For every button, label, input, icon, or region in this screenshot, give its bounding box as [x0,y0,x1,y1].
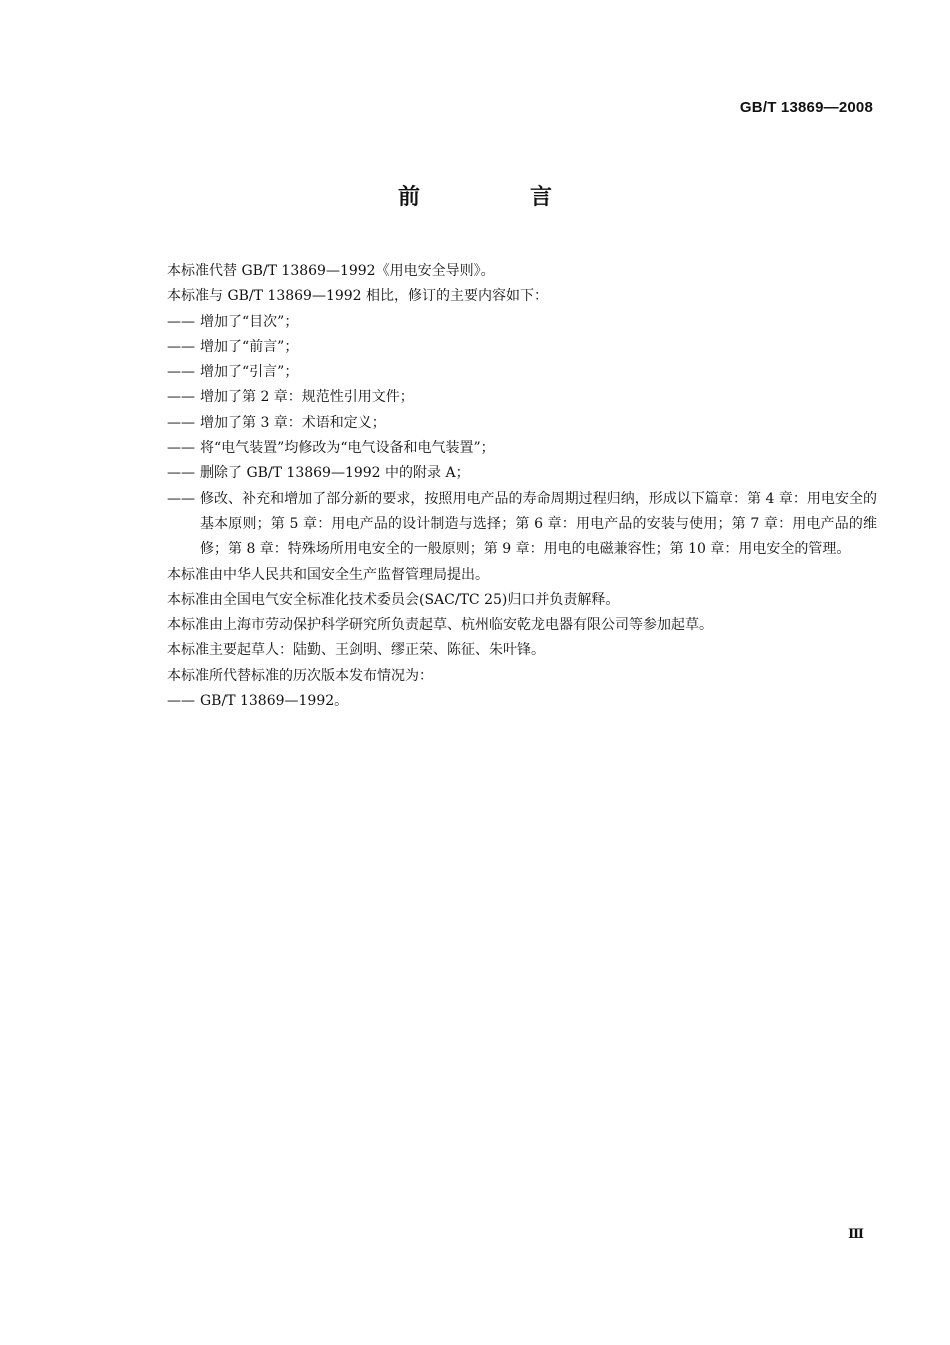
list-item-text: 增加了第 2 章：规范性引用文件； [200,389,414,406]
list-item [167,689,877,714]
list-item-text: 增加了第 3 章：术语和定义； [200,414,386,431]
page-number: Ⅲ [848,1227,864,1242]
list-item [167,360,877,385]
dash-marker: —— [167,338,195,355]
paragraph-changes-intro: 本标准与 GB/T 13869—1992 相比，修订的主要内容如下： [167,288,549,305]
paragraph-history-intro: 本标准所代替标准的历次版本发布情况为： [167,667,433,684]
list-item-text: 修改、补充和增加了部分新的要求，按照用电产品的寿命周期过程归纳，形成以下篇章：第 4 章：用电安全的基本原则；第 5 章：用电产品的设计制造与选择；第 6 章：用电产品的安装与使用；第 7 章：用电产品的维修；第 8 章：特殊场所用电安全的一般原则；第 9 章：用电的电磁兼容性；第 10 章：用电安全的管理。 [200,490,877,558]
list-item [167,461,877,486]
dash-marker: —— [167,693,195,710]
dash-marker: —— [167,440,195,457]
page-title: 前 言 [397,185,596,210]
paragraph-committee: 本标准由全国电气安全标准化技术委员会(SAC/TC 25)归口并负责解释。 [167,591,620,608]
list-item [167,310,877,335]
dash-marker: —— [167,313,195,330]
paragraph-replaces: 本标准代替 GB/T 13869—1992《用电安全导则》。 [167,263,495,279]
dash-marker: —— [167,490,195,507]
list-item [167,385,877,410]
dash-marker: —— [167,414,195,431]
list-item-text: 增加了“目次”； [200,313,299,330]
list-item [167,335,877,360]
list-item [167,411,877,436]
paragraph-drafters: 本标准主要起草人：陆勤、王剑明、缪正荣、陈征、朱叶锋。 [167,642,545,659]
paragraph-drafting-units: 本标准由上海市劳动保护科学研究所负责起草、杭州临安乾龙电器有限公司等参加起草。 [167,617,713,634]
dash-marker: —— [167,465,195,482]
list-item-text: 删除了 GB/T 13869—1992 中的附录 A； [200,465,470,482]
dash-marker: —— [167,389,195,406]
list-item-text: 增加了“前言”； [200,338,299,355]
list-item [167,487,877,563]
list-item [167,436,877,461]
paragraph-proposer: 本标准由中华人民共和国安全生产监督管理局提出。 [167,566,489,583]
list-item-text: 增加了“引言”； [200,364,299,381]
standard-code: GB/T 13869—2008 [739,99,873,116]
document-body [167,259,877,714]
dash-marker: —— [167,364,195,381]
list-item-text: GB/T 13869—1992。 [200,693,349,710]
list-item-text: 将“电气装置”均修改为“电气设备和电气装置”； [200,440,495,457]
